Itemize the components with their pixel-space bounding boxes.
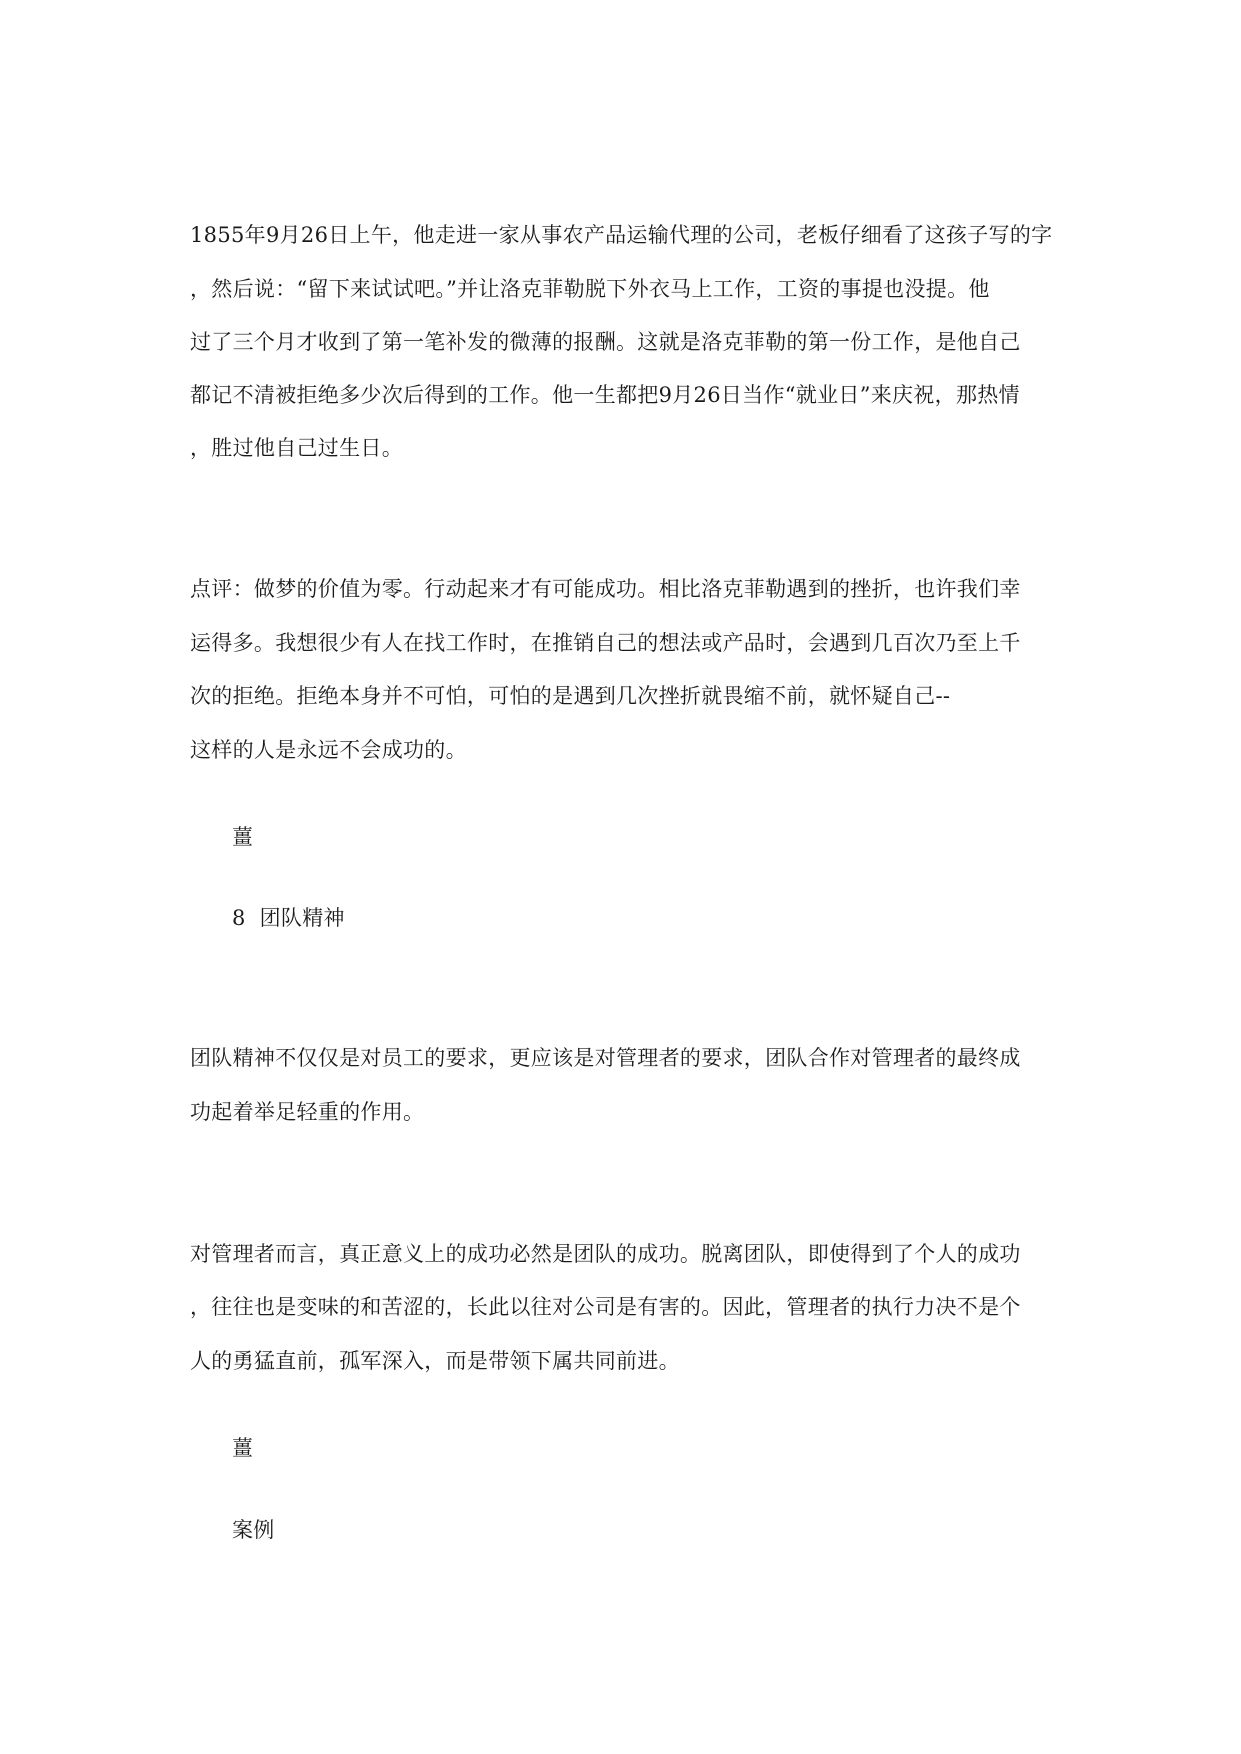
paragraph-1-line-2: ，然后说：“留下来试试吧。”并让洛克菲勒脱下外衣马上工作，工资的事提也没提。他 xyxy=(190,277,990,301)
paragraph-1-line-1: 1855年9月26日上午，他走进一家从事农产品运输代理的公司，老板仔细看了这孩子写的字 xyxy=(190,223,1053,247)
case-heading: 案例 xyxy=(232,1518,275,1542)
paragraph-4-line-2: ，往往也是变味的和苦涩的，长此以往对公司是有害的。因此，管理者的执行力决不是个 xyxy=(190,1295,1021,1319)
separator-glyph-2: 薑 xyxy=(232,1436,254,1460)
paragraph-2-line-4: 这样的人是永远不会成功的。 xyxy=(190,738,467,762)
paragraph-2-line-2: 运得多。我想很少有人在找工作时，在推销自己的想法或产品时，会遇到几百次乃至上千 xyxy=(190,631,1021,655)
paragraph-3-line-2: 功起着举足轻重的作用。 xyxy=(190,1100,425,1124)
section-heading: 8 团队精神 xyxy=(232,906,345,930)
paragraph-2-line-1: 点评：做梦的价值为零。行动起来才有可能成功。相比洛克菲勒遇到的挫折，也许我们幸 xyxy=(190,577,1021,601)
paragraph-4-line-1: 对管理者而言，真正意义上的成功必然是团队的成功。脱离团队，即使得到了个人的成功 xyxy=(190,1242,1021,1266)
paragraph-1-line-3: 过了三个月才收到了第一笔补发的微薄的报酬。这就是洛克菲勒的第一份工作，是他自己 xyxy=(190,330,1021,354)
paragraph-2-line-3: 次的拒绝。拒绝本身并不可怕，可怕的是遇到几次挫折就畏缩不前，就怀疑自己-- xyxy=(190,684,951,708)
separator-glyph-1: 薑 xyxy=(232,825,254,849)
paragraph-1-line-5: ，胜过他自己过生日。 xyxy=(190,436,403,460)
paragraph-3-line-1: 团队精神不仅仅是对员工的要求，更应该是对管理者的要求，团队合作对管理者的最终成 xyxy=(190,1046,1021,1070)
paragraph-1-line-4: 都记不清被拒绝多少次后得到的工作。他一生都把9月26日当作“就业日”来庆祝，那热情 xyxy=(190,383,1020,407)
paragraph-4-line-3: 人的勇猛直前，孤军深入，而是带领下属共同前进。 xyxy=(190,1349,680,1373)
